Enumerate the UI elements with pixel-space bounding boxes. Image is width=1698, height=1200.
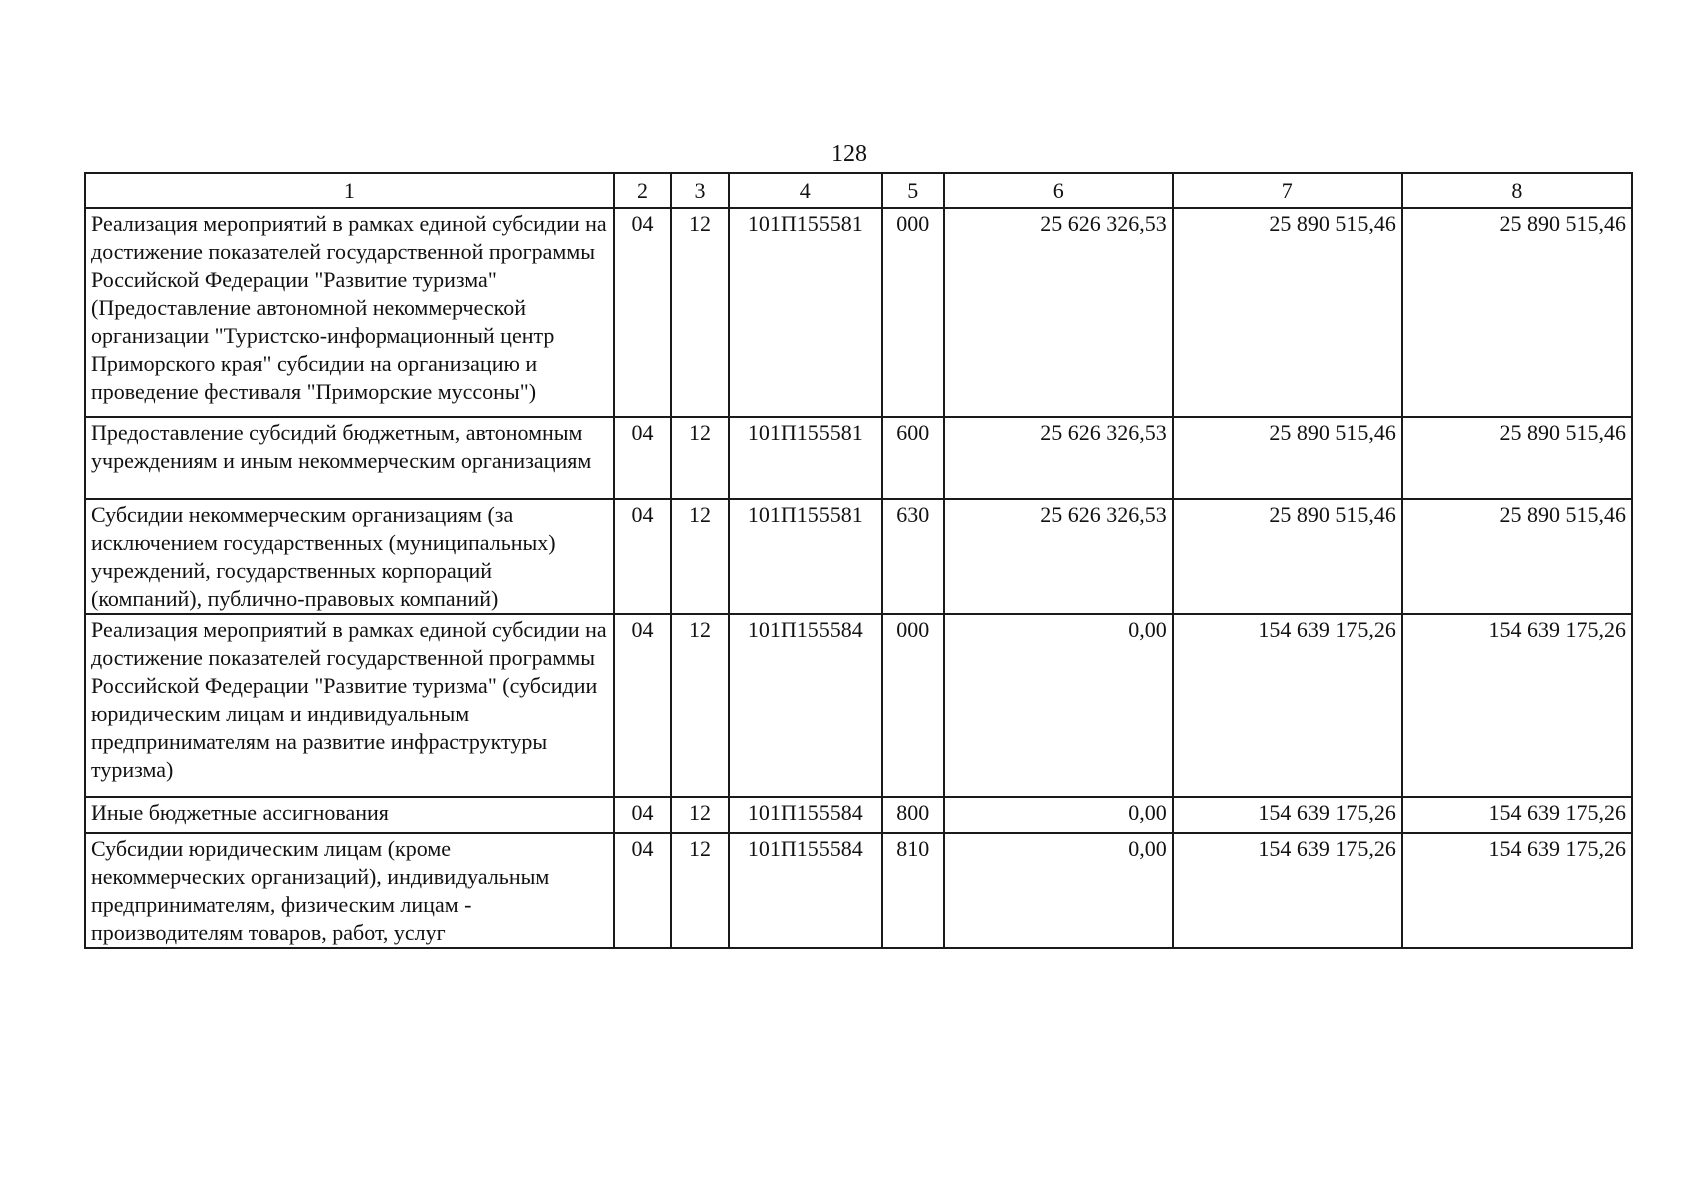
page-number: 128 [831,141,867,167]
amount-col7-cell: 154 639 175,26 [1173,614,1402,797]
amount-col6-cell: 0,00 [944,833,1173,948]
amount-col8-cell: 25 890 515,46 [1402,208,1632,417]
column-header-2: 2 [614,173,672,208]
column-header-6: 6 [944,173,1173,208]
amount-col6-cell: 25 626 326,53 [944,208,1173,417]
column-header-1: 1 [85,173,614,208]
amount-col8-cell: 154 639 175,26 [1402,797,1632,833]
amount-col8-cell: 154 639 175,26 [1402,833,1632,948]
table-row [85,614,1632,797]
amount-col7-cell: 154 639 175,26 [1173,797,1402,833]
column-header-3: 3 [671,173,729,208]
section-code-cell: 04 [614,499,672,614]
subsection-code-cell: 12 [671,417,729,499]
expense-name-cell: Реализация мероприятий в рамках единой субсидии на достижение показателей государственной программы Российской Федерации "Развитие туризма" (субсидии юридическим лицам и индивидуальным предпринимателям на развитие инфраструктуры туризма) [85,614,614,797]
budget-table [84,172,1633,949]
expense-type-cell: 630 [882,499,944,614]
column-header-4: 4 [729,173,882,208]
table-row [85,417,1632,499]
target-article-cell: 101П155584 [729,797,882,833]
amount-col6-cell: 0,00 [944,614,1173,797]
expense-name-cell: Субсидии юридическим лицам (кроме некоммерческих организаций), индивидуальным предпринимателям, физическим лицам - производителям товаров, работ, услуг [85,833,614,948]
amount-col7-cell: 25 890 515,46 [1173,417,1402,499]
amount-col6-cell: 25 626 326,53 [944,417,1173,499]
target-article-cell: 101П155581 [729,417,882,499]
amount-col6-cell: 0,00 [944,797,1173,833]
table-row [85,499,1632,614]
target-article-cell: 101П155581 [729,499,882,614]
amount-col6-cell: 25 626 326,53 [944,499,1173,614]
section-code-cell: 04 [614,208,672,417]
amount-col7-cell: 154 639 175,26 [1173,833,1402,948]
amount-col7-cell: 25 890 515,46 [1173,499,1402,614]
subsection-code-cell: 12 [671,499,729,614]
expense-name-cell: Иные бюджетные ассигнования [85,797,614,833]
section-code-cell: 04 [614,614,672,797]
subsection-code-cell: 12 [671,797,729,833]
expense-name-cell: Предоставление субсидий бюджетным, автономным учреждениям и иным некоммерческим организациям [85,417,614,499]
subsection-code-cell: 12 [671,833,729,948]
amount-col7-cell: 25 890 515,46 [1173,208,1402,417]
table-row [85,208,1632,417]
expense-type-cell: 000 [882,208,944,417]
column-header-7: 7 [1173,173,1402,208]
target-article-cell: 101П155581 [729,208,882,417]
amount-col8-cell: 25 890 515,46 [1402,417,1632,499]
column-header-5: 5 [882,173,944,208]
expense-type-cell: 600 [882,417,944,499]
column-header-8: 8 [1402,173,1632,208]
section-code-cell: 04 [614,417,672,499]
expense-name-cell: Субсидии некоммерческим организациям (за исключением государственных (муниципальных) учреждений, государственных корпораций (компаний), публично-правовых компаний) [85,499,614,614]
section-code-cell: 04 [614,797,672,833]
table-row [85,833,1632,948]
table-header-row [85,173,1632,208]
subsection-code-cell: 12 [671,208,729,417]
section-code-cell: 04 [614,833,672,948]
amount-col8-cell: 154 639 175,26 [1402,614,1632,797]
subsection-code-cell: 12 [671,614,729,797]
target-article-cell: 101П155584 [729,833,882,948]
table-row [85,797,1632,833]
amount-col8-cell: 25 890 515,46 [1402,499,1632,614]
expense-type-cell: 000 [882,614,944,797]
target-article-cell: 101П155584 [729,614,882,797]
expense-name-cell: Реализация мероприятий в рамках единой субсидии на достижение показателей государственной программы Российской Федерации "Развитие туризма" (Предоставление автономной некоммерческой организации "Туристско-информационный центр Приморского края" субсидии на организацию и проведение фестиваля "Приморские муссоны") [85,208,614,417]
expense-type-cell: 810 [882,833,944,948]
expense-type-cell: 800 [882,797,944,833]
